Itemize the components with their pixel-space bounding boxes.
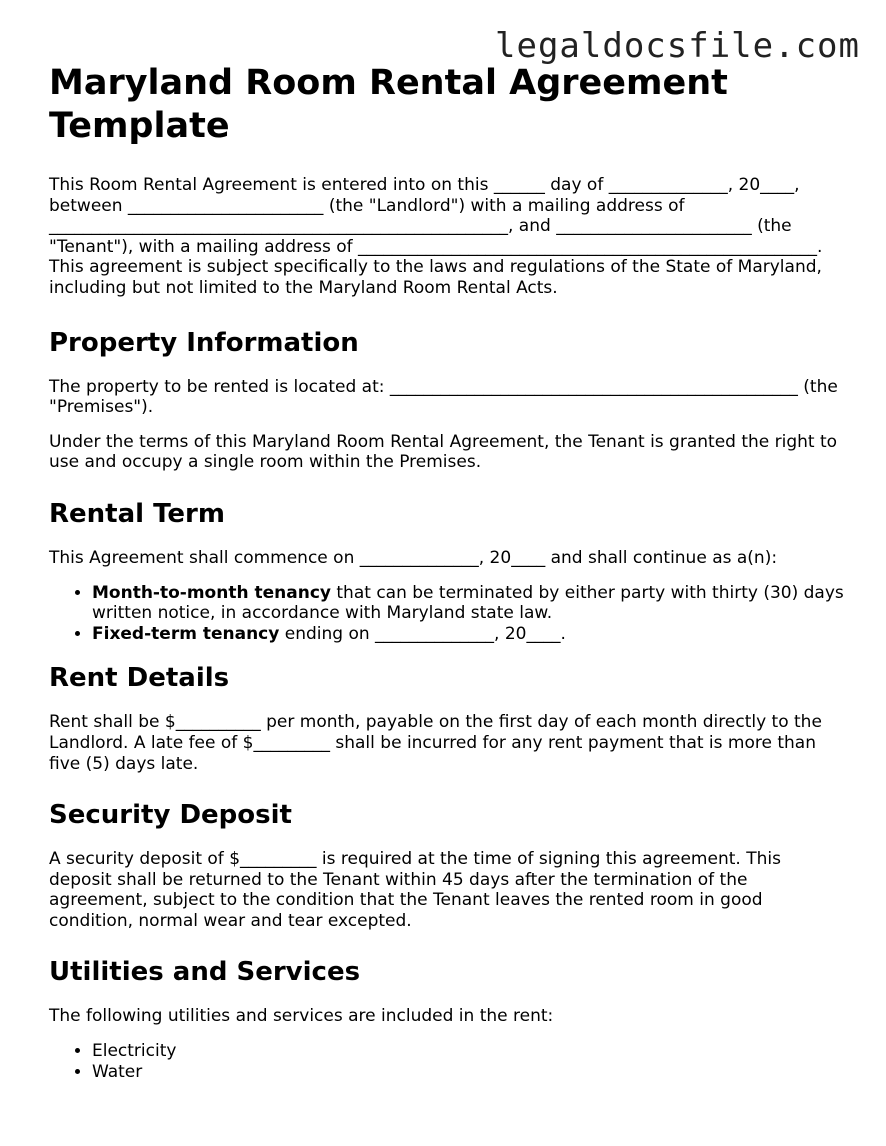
security-deposit-heading: Security Deposit [49, 800, 292, 831]
tenancy-option-text: that can be terminated by either party with thirty (30) days written notice, in accordance with Maryland state law. [92, 582, 844, 624]
rental-term-heading: Rental Term [49, 498, 225, 529]
property-grant-paragraph: Under the terms of this Maryland Room Rental Agreement, the Tenant is granted the right to use and occupy a single room within the Premises. [49, 431, 838, 473]
property-location-paragraph: The property to be rented is located at: ________________________________________________ (the "Premises"). [49, 376, 838, 418]
utilities-list [49, 1041, 849, 1082]
site-watermark: legaldocsfile.com [495, 26, 860, 66]
document-page [49, 62, 849, 1100]
tenancy-options-list [49, 583, 849, 645]
intro-paragraph: This Room Rental Agreement is entered into on this ______ day of ______________, 20____, between _______________________ (the "Landlord") with a mailing address of ______________________________________________________, and _______________________ (the "Tenant"), with a mailing address of ______________________________________________________. This agreement is subject specifically to the laws and regulations of the State of Maryland, including but not limited to the Maryland Room Rental Acts. [49, 175, 823, 298]
list-item: • Electricity [92, 1041, 849, 1062]
property-heading: Property Information [49, 327, 359, 358]
security-deposit-paragraph: A security deposit of $_________ is required at the time of signing this agreement. This deposit shall be returned to the Tenant within 45 days after the termination of the agreement, subject to the condition that the Tenant leaves the rented room in good condition, normal wear and tear excepted. [49, 849, 781, 931]
rent-details-heading: Rent Details [49, 663, 230, 694]
utilities-intro: The following utilities and services are included in the rent: [49, 1006, 554, 1027]
tenancy-option-label: Month-to-month tenancy [92, 582, 331, 603]
list-item: • Water [92, 1062, 849, 1083]
document-title: Maryland Room Rental Agreement Template [49, 63, 728, 146]
rental-term-intro: This Agreement shall commence on ______________, 20____ and shall continue as a(n): [49, 547, 778, 568]
list-item [92, 624, 849, 645]
tenancy-option-text: ending on ______________, 20____. [279, 623, 566, 644]
rent-details-paragraph: Rent shall be $__________ per month, payable on the first day of each month directly to the Landlord. A late fee of $_________ shall be incurred for any rent payment that is more than five (5) days late. [49, 712, 822, 774]
tenancy-option-label: Fixed-term tenancy [92, 623, 280, 644]
list-item [92, 583, 849, 624]
utilities-heading: Utilities and Services [49, 957, 361, 988]
